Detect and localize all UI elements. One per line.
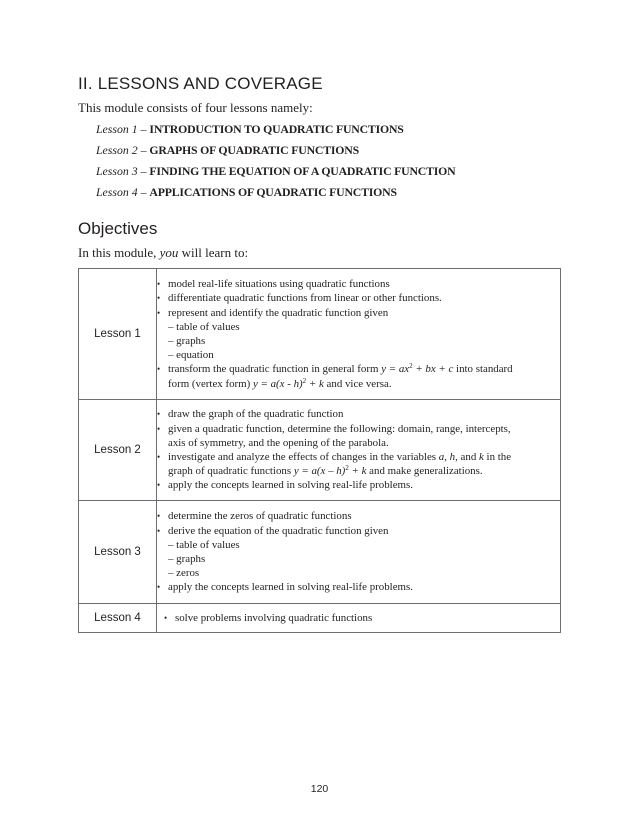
objective-item xyxy=(157,306,560,363)
objectives-intro xyxy=(78,245,248,261)
lesson-cell: Lesson 4 xyxy=(79,604,157,633)
lesson-list-item xyxy=(96,185,455,206)
page-number: 120 xyxy=(310,783,329,795)
objectives-cell xyxy=(157,269,561,400)
objective-item: • model real-life situations using quadratic functions xyxy=(157,277,560,291)
sub-item: – table of values xyxy=(168,538,240,551)
objectives-cell xyxy=(157,400,561,501)
table-row xyxy=(79,501,561,604)
lesson-label: Lesson 2 xyxy=(96,143,138,157)
objective-item: • draw the graph of the quadratic function xyxy=(157,407,560,421)
lesson-cell: Lesson 1 xyxy=(79,269,157,400)
lesson-list-item xyxy=(96,143,455,164)
objectives-cell xyxy=(157,501,561,604)
lesson-list-item xyxy=(96,164,455,185)
sub-item: – table of values xyxy=(168,320,240,333)
lesson-dash: – xyxy=(137,164,150,178)
objective-text: into standard xyxy=(453,363,513,376)
lesson-dash: – xyxy=(137,122,150,136)
equation: y = a(x - h) xyxy=(252,377,303,390)
objective-text: and vice versa. xyxy=(323,377,392,390)
objectives-heading: Objectives xyxy=(78,219,158,238)
objective-text: form (vertex form) xyxy=(168,377,253,390)
objective-text: given a quadratic function, determine the following: domain, range, intercepts, xyxy=(168,422,511,435)
objective-item: • determine the zeros of quadratic functions xyxy=(157,509,560,523)
lesson-dash: – xyxy=(137,185,150,199)
lesson-cell: Lesson 2 xyxy=(79,400,157,501)
objective-item xyxy=(157,362,560,390)
lesson-list-item xyxy=(96,122,455,143)
objectives-intro-emphasis: you xyxy=(159,245,179,260)
table-row xyxy=(79,400,561,501)
objective-item: • apply the concepts learned in solving real-life problems. xyxy=(157,580,560,594)
lesson-label: Lesson 1 xyxy=(96,122,138,136)
objectives-cell xyxy=(157,604,561,633)
lesson-title: FINDING THE EQUATION OF A QUADRATIC FUNCTION xyxy=(149,164,456,178)
objective-text: and make generalizations. xyxy=(366,465,483,478)
objectives-intro-text: will learn to: xyxy=(178,245,249,260)
objectives-intro-text: In this module, xyxy=(78,245,160,260)
objective-item xyxy=(157,450,560,478)
sub-item: – graphs xyxy=(168,335,206,347)
objective-item: • differentiate quadratic functions from linear or other functions. xyxy=(157,291,560,305)
objective-text: derive the equation of the quadratic function given xyxy=(168,524,389,537)
lesson-list xyxy=(96,122,455,206)
table-row xyxy=(79,604,561,633)
lesson-dash: – xyxy=(137,143,150,157)
table-row xyxy=(79,269,561,400)
objective-text: in the xyxy=(483,451,512,463)
sub-item: – graphs xyxy=(168,553,206,565)
objective-text: represent and identify the quadratic function given xyxy=(168,306,389,319)
exponent: 2 xyxy=(345,464,349,473)
sub-item: – zeros xyxy=(168,567,200,580)
objective-text: axis of symmetry, and the opening of the parabola. xyxy=(168,436,389,449)
exponent: 2 xyxy=(409,362,413,371)
variable: a, h, xyxy=(438,451,458,463)
objective-item xyxy=(157,524,560,581)
section-intro: This module consists of four lessons namely: xyxy=(78,100,313,115)
objective-item xyxy=(157,422,560,450)
lesson-cell: Lesson 3 xyxy=(79,501,157,604)
objective-text: transform the quadratic function in general form xyxy=(168,363,382,376)
equation: + k xyxy=(348,465,367,478)
equation: y = a(x – h) xyxy=(293,465,346,478)
lesson-label: Lesson 3 xyxy=(96,164,138,178)
objective-item: • solve problems involving quadratic functions xyxy=(164,611,554,625)
equation: y = ax xyxy=(381,363,410,376)
equation: + k xyxy=(306,377,324,390)
lesson-title: GRAPHS OF QUADRATIC FUNCTIONS xyxy=(149,143,359,157)
objective-text: investigate and analyze the effects of changes in the variables xyxy=(168,451,439,463)
variable: k xyxy=(478,451,484,463)
section-heading: II. LESSONS AND COVERAGE xyxy=(78,74,323,93)
objective-item: • apply the concepts learned in solving real-life problems. xyxy=(157,478,560,492)
lesson-label: Lesson 4 xyxy=(96,185,138,199)
lesson-title: INTRODUCTION TO QUADRATIC FUNCTIONS xyxy=(149,122,404,136)
sub-item: – equation xyxy=(168,349,214,362)
objective-text: and xyxy=(457,451,479,463)
objective-text: graph of quadratic functions xyxy=(168,465,294,478)
exponent: 2 xyxy=(302,376,307,385)
equation: + bx + c xyxy=(412,363,454,376)
lesson-title: APPLICATIONS OF QUADRATIC FUNCTIONS xyxy=(149,185,397,199)
objectives-table xyxy=(78,268,561,633)
